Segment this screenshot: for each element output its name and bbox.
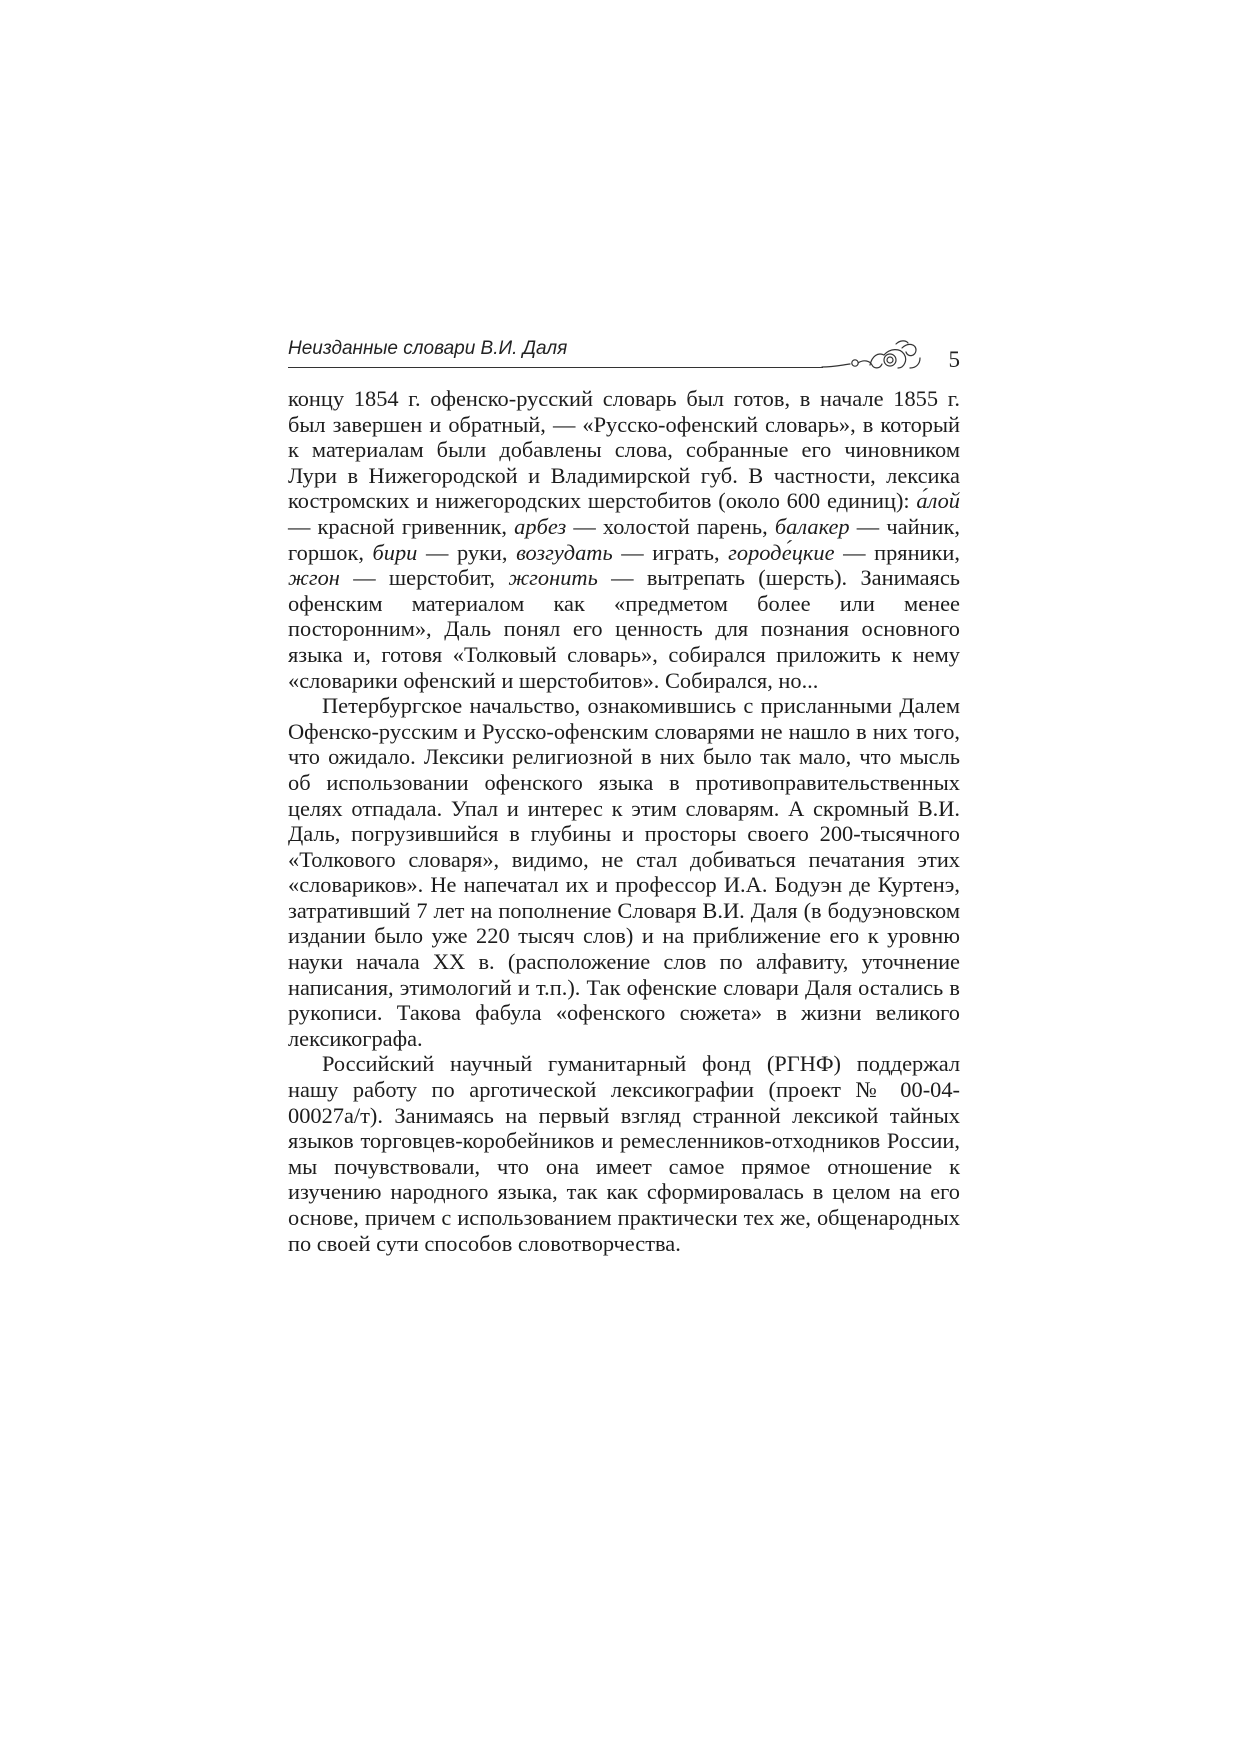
italic-term: возгудать	[516, 539, 613, 565]
page-number: 5	[948, 347, 960, 372]
flourish-ornament-icon	[820, 338, 930, 374]
running-head	[288, 330, 960, 374]
text-run: — пряники,	[834, 539, 966, 565]
italic-term: городе́цкие	[728, 539, 835, 565]
text-run: — шерстобит,	[339, 565, 509, 591]
italic-term: а́лой	[916, 488, 960, 514]
paragraph	[288, 693, 966, 1051]
paragraph	[288, 386, 966, 693]
italic-term: арбез	[514, 513, 567, 539]
paragraph	[288, 1051, 966, 1256]
text-run: — играть,	[612, 539, 729, 565]
body-text	[288, 386, 966, 1256]
text-run: — холостой парень,	[566, 513, 775, 539]
text-run: — чайник, горшок,	[288, 513, 966, 565]
italic-term: жгон	[288, 565, 340, 591]
text-run: — вытрепать (шерсть). Занимаясь офенским материалом как «предметом более или менее посторонним», Даль понял его ценность для познания основного языка и, готовя «Толковый словарь», собирался приложить к нему «словарики офенский и шерстобитов». Собирался, но...	[288, 565, 966, 693]
italic-term: бири	[372, 539, 418, 565]
running-title: Неизданные словари В.И. Даля	[288, 338, 568, 359]
text-run: Российский научный гуманитарный фонд (РГНФ) поддержал нашу работу по арготической лексикографии (проект № 00-04-00027а/т). Занимаясь на первый взгляд странной лексикой тайных языков торговцев-коробейников и ремесленников-отходников России, мы почувствовали, что она имеет самое прямое отношение к изучению народного языка, так как сформировалась в целом на его основе, причем с использованием практически тех же, общенародных по своей сути способов словотворчества.	[288, 1051, 966, 1256]
book-page	[288, 330, 966, 1256]
italic-term: жгонить	[508, 565, 598, 591]
italic-term: балакер	[774, 513, 850, 539]
text-run: — руки,	[417, 539, 517, 565]
text-run: концу 1854 г. офенско-русский словарь был готов, в начале 1855 г. был завершен и обратный, — «Русско-офенский словарь», в который к материалам были добавлены слова, собранные его чиновником Лури в Нижегородской и Владимирской губ. В частности, лексика костромских и нижегородских шерстобитов (около 600 единиц):	[288, 386, 966, 514]
text-run: Петербургское начальство, ознакомившись с присланными Далем Офенско-русским и Русско-офенским словарями не нашло в них того, что ожидало. Лексики религиозной в них было так мало, что мысль об использовании офенского языка в противоправительственных целях отпадала. Упал и интерес к этим словарям. А скромный В.И. Даль, погрузившийся в глубины и просторы своего 200-тысячного «Толкового словаря», видимо, не стал добиваться печатания этих «словариков». Не напечатал их и профессор И.А. Бодуэн де Куртенэ, затративший 7 лет на пополнение Словаря В.И. Даля (в бодуэновском издании было уже 220 тысяч слов) и на приближение его к уровню науки начала XX в. (расположение слов по алфавиту, уточнение написания, этимологий и т.п.). Так офенские словари Даля остались в рукописи. Такова фабула «офенского сюжета» в жизни великого лексикографа.	[288, 693, 966, 1051]
header-rule	[288, 367, 823, 368]
text-run: — красной гривенник,	[288, 488, 966, 539]
